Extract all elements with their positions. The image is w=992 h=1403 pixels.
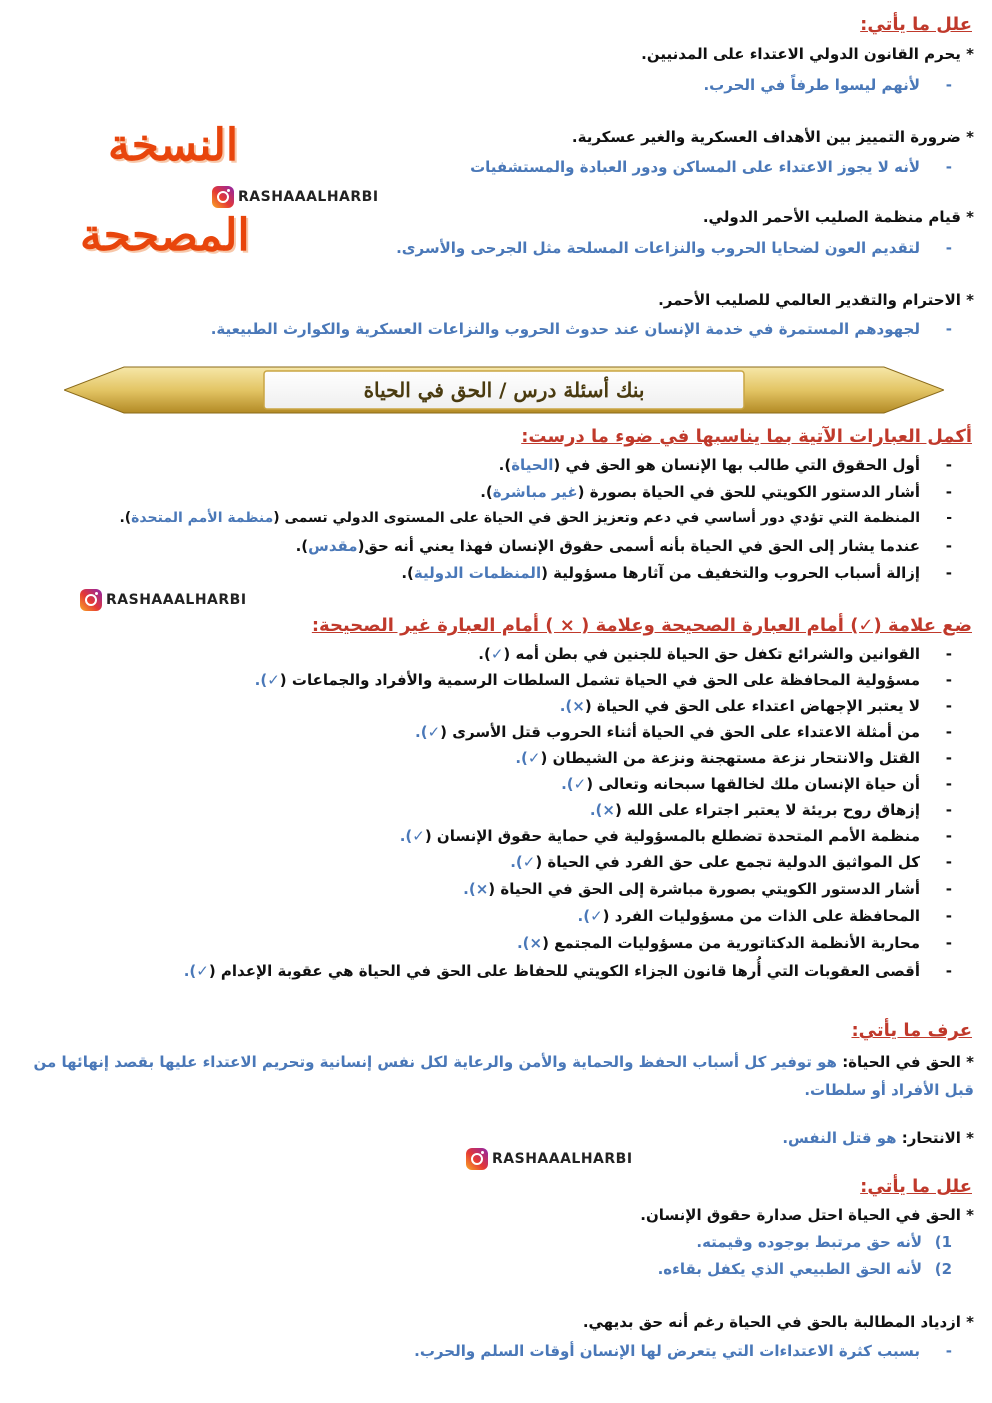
dash-bullet: - — [945, 158, 952, 176]
truefalse-item-3 — [560, 697, 952, 715]
truefalse-item-13 — [184, 962, 952, 980]
dash-bullet: - — [945, 880, 952, 898]
item-end: ). — [183, 962, 197, 980]
item-text: أشار الدستور الكويتي للحق في الحياة بصورة ( — [577, 483, 920, 501]
fill-item-1 — [499, 456, 952, 474]
check-mark: ✓ — [573, 775, 587, 793]
instagram-handle: RASHAAALHARBI — [238, 189, 379, 205]
section2-heading: أكمل العبارات الآتية بما يناسبها في ضوء ما درست: — [521, 426, 972, 447]
dash-bullet: - — [945, 775, 952, 793]
fill-item-2 — [480, 483, 952, 501]
dash-bullet: - — [945, 76, 952, 94]
answer-text: لأنه لا يجوز الاعتداء على المساكن ودور العبادة والمستشفيات — [470, 158, 920, 176]
dash-bullet: - — [945, 749, 952, 767]
check-mark: ✓ — [522, 853, 536, 871]
item-text: أقصى العقوبات التي أُرها قانون الجزاء الكويتي للحفاظ على الحق في الحياة هي عقوبة الإعدام ( — [208, 962, 920, 980]
item-text: القتل والانتحار نزعة مستهجنة ونزعة من الشيطان ( — [540, 749, 920, 767]
dash-bullet: - — [945, 934, 952, 952]
section1-answer-3 — [396, 239, 952, 257]
section1-question-2: * ضرورة التمييز بين الأهداف العسكرية والغير عسكرية. — [571, 128, 974, 146]
definition-body: هو توفير كل أسباب الحفظ والحماية والأمن والرعاية لكل نفس إنسانية وتحريم الاعتداء عليها بقصد إنهائها من قبل الأفراد أو سلطات. — [33, 1053, 974, 1099]
dash-bullet: - — [945, 697, 952, 715]
item-end: ). — [401, 564, 414, 582]
definition-body: هو قتل النفس. — [782, 1129, 897, 1147]
item-end: ). — [561, 775, 574, 793]
instagram-icon — [80, 589, 102, 611]
item-text: المنظمة التي تؤدي دور أساسي في دعم وتعزيز الحق في الحياة على المستوى الدولي تسمى ( — [273, 510, 920, 526]
section5-answer-1 — [696, 1233, 952, 1251]
item-text: إزالة أسباب الحروب والتخفيف من آثارها مسؤولية ( — [541, 564, 920, 582]
item-text: منظمة الأمم المتحدة تضطلع بالمسؤولية في حماية حقوق الإنسان ( — [424, 827, 920, 845]
fill-answer: غير مباشرة — [492, 483, 578, 501]
answer-text: بسبب كثرة الاعتداءات التي يتعرض لها الإنسان أوقات السلم والحرب. — [414, 1342, 920, 1360]
dash-bullet: - — [945, 671, 952, 689]
section1-question-3: * قيام منظمة الصليب الأحمر الدولي. — [702, 208, 974, 226]
dash-bullet: - — [945, 723, 952, 741]
instagram-icon — [466, 1148, 488, 1170]
instagram-badge — [212, 186, 379, 208]
fill-item-4 — [296, 537, 952, 555]
dash-bullet: - — [945, 853, 952, 871]
section1-answer-2 — [470, 158, 952, 176]
watermark-line2: المصححة — [80, 210, 250, 261]
truefalse-item-2 — [255, 671, 952, 689]
item-text: لا يعتبر الإجهاض اعتداء على الحق في الحياة ( — [584, 697, 920, 715]
item-text: من أمثلة الاعتداء على الحق في الحياة أثناء الحروب قتل الأسرى ( — [440, 723, 920, 741]
answer-number: 1) — [934, 1233, 952, 1251]
item-text: أشار الدستور الكويتي بصورة مباشرة إلى الحق في الحياة ( — [488, 880, 920, 898]
item-end: ). — [516, 934, 530, 952]
item-text: أول الحقوق التي طالب بها الإنسان هو الحق في ( — [553, 456, 920, 474]
dash-bullet: - — [945, 962, 952, 980]
item-text: إزهاق روح بريئة لا يعتبر اجتراء على الله ( — [614, 801, 920, 819]
answer-text: لجهودهم المستمرة في خدمة الإنسان عند حدوث الحروب والنزاعات العسكرية والكوارث الطبيعية. — [210, 320, 920, 338]
truefalse-item-8 — [400, 827, 952, 845]
check-mark: ✓ — [590, 907, 603, 925]
fill-answer: مقدس — [308, 537, 358, 555]
item-text: محاربة الأنظمة الدكتاتورية من مسؤوليات المجتمع ( — [542, 934, 920, 952]
answer-text: لأنه الحق الطبيعي الذي يكفل بقاءه. — [657, 1260, 922, 1278]
check-mark: ✓ — [490, 645, 504, 663]
truefalse-item-5 — [515, 749, 952, 767]
section4-heading: عرف ما يأتي: — [851, 1020, 972, 1041]
dash-bullet: - — [945, 320, 952, 338]
check-mark: ✓ — [196, 962, 209, 980]
item-text: مسؤولية المحافظة على الحق في الحياة تشمل السلطات الرسمية والأفراد والجماعات ( — [279, 671, 920, 689]
truefalse-item-4 — [415, 723, 952, 741]
item-end: ). — [480, 483, 493, 501]
dash-bullet: - — [945, 456, 952, 474]
dash-bullet: - — [945, 483, 952, 501]
section5-question-2: * ازدياد المطالبة بالحق في الحياة رغم أنه حق بديهي. — [582, 1313, 974, 1331]
item-text: كل المواثيق الدولية تجمع على حق الفرد في الحياة ( — [535, 853, 920, 871]
instagram-handle: RASHAAALHARBI — [492, 1151, 633, 1167]
fill-answer: منظمة الأمم المتحدة — [131, 510, 274, 526]
instagram-badge — [466, 1148, 633, 1170]
check-mark: ✓ — [427, 723, 441, 741]
item-end: ). — [559, 697, 573, 715]
check-mark: ✓ — [527, 749, 541, 767]
item-end: ). — [463, 880, 476, 898]
item-end: ). — [515, 749, 528, 767]
dash-bullet: - — [945, 239, 952, 257]
answer-text: لأنه حق مرتبط بوجوده وقيمته. — [696, 1233, 922, 1251]
section5-heading: علل ما يأتي: — [860, 1176, 972, 1197]
cross-mark: × — [572, 697, 585, 715]
answer-text: لتقديم العون لضحايا الحروب والنزاعات المسلحة مثل الجرحى والأسرى. — [396, 239, 920, 257]
item-text: المحافظة على الذات من مسؤوليات الفرد ( — [602, 907, 920, 925]
item-end: ). — [478, 645, 491, 663]
section1-answer-1 — [703, 76, 952, 94]
truefalse-item-7 — [590, 801, 952, 819]
truefalse-item-6 — [561, 775, 952, 793]
item-end: ). — [399, 827, 413, 845]
instagram-icon — [212, 186, 234, 208]
cross-mark: × — [602, 801, 615, 819]
cross-mark: × — [475, 880, 489, 898]
dash-bullet: - — [945, 827, 952, 845]
instagram-handle: RASHAAALHARBI — [106, 592, 247, 608]
dash-bullet: - — [945, 645, 952, 663]
item-text: القوانين والشرائع تكفل حق الحياة للجنين في بطن أمه ( — [503, 645, 920, 663]
fill-item-5 — [401, 564, 952, 582]
section5-answer-2 — [658, 1260, 952, 1278]
item-end: ). — [295, 537, 309, 555]
section5-question-1: * الحق في الحياة احتل صدارة حقوق الإنسان. — [640, 1206, 974, 1224]
truefalse-item-9 — [510, 853, 952, 871]
instagram-badge — [80, 589, 247, 611]
answer-number: 2) — [934, 1260, 952, 1278]
item-text: أن حياة الإنسان ملك لخالقها سبحانه وتعالى ( — [586, 775, 920, 793]
item-end: ). — [119, 510, 132, 526]
item-end: ). — [510, 853, 523, 871]
truefalse-item-11 — [578, 907, 952, 925]
section1-question-1: * يحرم القانون الدولي الاعتداء على المدنيين. — [641, 45, 974, 63]
truefalse-item-1 — [478, 645, 952, 663]
item-end: ). — [415, 723, 428, 741]
dash-bullet: - — [945, 907, 952, 925]
truefalse-item-10 — [463, 880, 952, 898]
dash-bullet: - — [945, 564, 952, 582]
dash-bullet: - — [945, 801, 952, 819]
section5-answer-3 — [414, 1342, 952, 1360]
dash-bullet: - — [945, 537, 952, 555]
item-end: ). — [254, 671, 268, 689]
watermark-line1: النسخة — [108, 120, 239, 171]
answer-text: لأنهم ليسوا طرفاً في الحرب. — [703, 76, 920, 94]
dash-bullet: - — [946, 510, 952, 526]
lesson-banner — [64, 365, 944, 415]
fill-item-3 — [119, 510, 952, 526]
truefalse-item-12 — [517, 934, 952, 952]
item-end: ). — [577, 907, 591, 925]
banner-title: بنك أسئلة درس / الحق في الحياة — [363, 378, 645, 402]
item-end: ). — [498, 456, 512, 474]
section3-heading: ضع علامة (✓) أمام العبارة الصحيحة وعلامة ( × ) أمام العبارة غير الصحيحة: — [311, 615, 972, 636]
fill-answer: المنظمات الدولية — [413, 564, 542, 582]
fill-answer: الحياة — [511, 456, 554, 474]
definition-right-to-life — [14, 1048, 974, 1104]
dash-bullet: - — [945, 1342, 952, 1360]
cross-mark: × — [529, 934, 543, 952]
check-mark: ✓ — [412, 827, 425, 845]
item-end: ). — [589, 801, 603, 819]
section1-question-4: * الاحترام والتقدير العالمي للصليب الأحمر. — [658, 291, 974, 309]
definition-term: * الحق في الحياة: — [842, 1053, 974, 1071]
item-text: عندما يشار إلى الحق في الحياة بأنه أسمى حقوق الإنسان فهذا يعني أنه حق( — [357, 537, 920, 555]
section1-answer-4 — [211, 320, 952, 338]
definition-term: * الانتحار: — [901, 1129, 974, 1147]
check-mark: ✓ — [267, 671, 280, 689]
section1-heading: علل ما يأتي: — [860, 14, 972, 35]
